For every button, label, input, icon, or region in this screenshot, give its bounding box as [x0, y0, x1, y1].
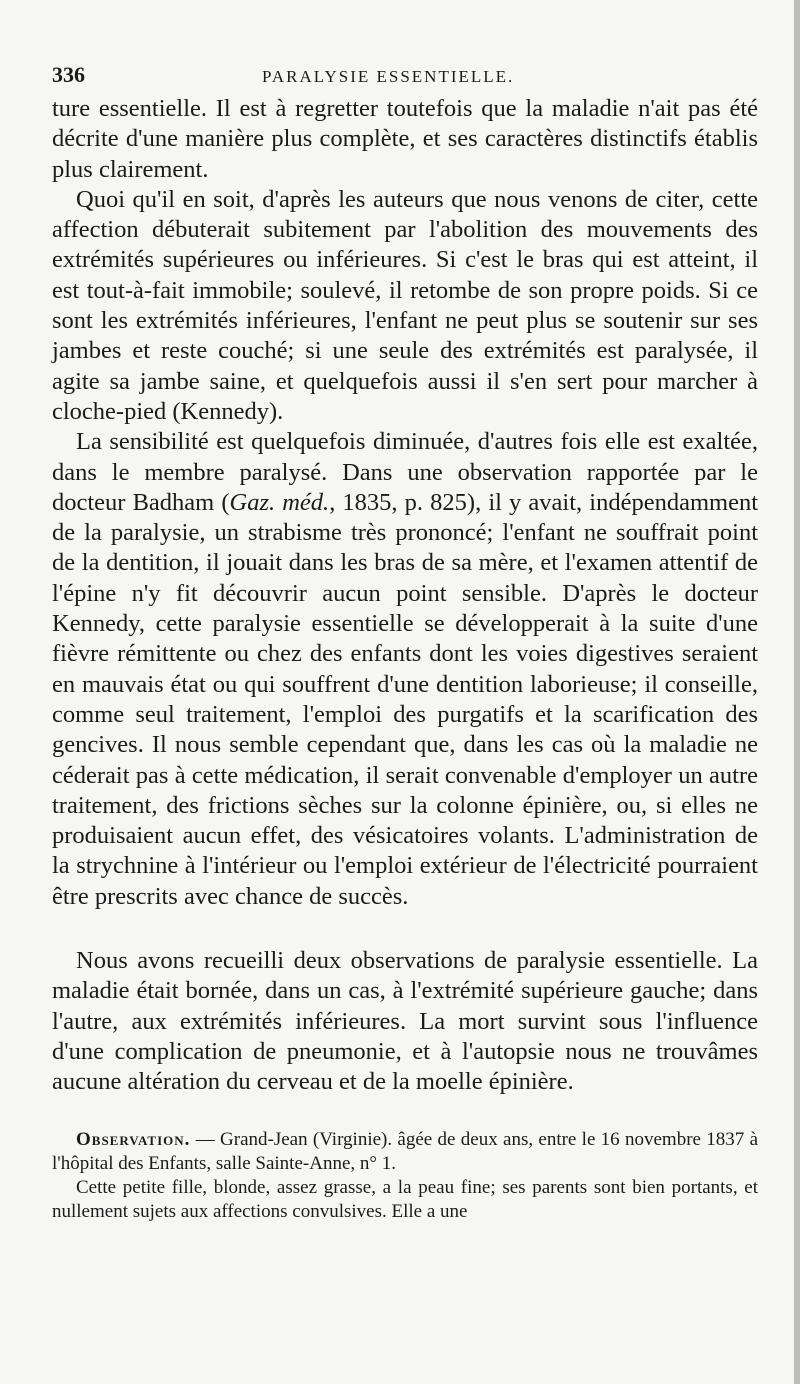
paragraph-own-observations: Nous avons recueilli deux observations de paralysie essentielle. La maladie était bornée, dans un cas, à l'extrémité supérieure gauche; dans l'autre, aux extrémités inférieures. La mort survint sous l'influence d'une complication de pneumonie, et à l'autopsie nous ne trouvâmes aucune altération du cerveau et de la moelle épinière.	[52, 947, 758, 1096]
paragraph-authors-description: Quoi qu'il en soit, d'après les auteurs que nous venons de citer, cette affection débuterait subitement par l'abolition des mouvements des extrémités supérieures ou inférieures. Si c'est le bras qui est atteint, il est tout-à-fait immobile; soulevé, il retombe de son propre poids. Si ce sont les extrémités inférieures, l'enfant ne peut plus se soutenir sur ses jambes et reste couché; si une seule des extrémités est paralysée, il agite sa jambe saine, et quelquefois aussi il s'en sert pour marcher à cloche-pied (Kennedy).	[52, 185, 758, 425]
body-text	[52, 94, 758, 1098]
running-title: PARALYSIE ESSENTIELLE.	[262, 67, 515, 86]
paragraph-continuation: ture essentielle. Il est à regretter toutefois que la maladie n'ait pas été décrite d'une manière plus complète, et ses caractères distinctifs établis plus clairement.	[52, 95, 758, 183]
journal-citation: Gaz. méd.	[229, 488, 330, 516]
paragraph-sensibility	[52, 427, 758, 912]
observation-header	[52, 1128, 758, 1176]
observation-block	[52, 1128, 758, 1224]
page-number: 336	[52, 62, 85, 87]
observation-patient-info: — Grand-Jean (Virginie). âgée de deux ans, entre le 16 novembre 1837 à l'hôpital des Enfants, salle Sainte-Anne, n° 1.	[52, 1128, 758, 1174]
paragraph-sensibility-part1: La sensibilité est quelquefois diminuée, d'autres fois elle est exaltée, dans le membre paralysé. Dans une observation rapportée par le docteur Badham (	[52, 428, 758, 516]
scan-edge-shadow	[794, 0, 800, 1384]
observation-label: Observation.	[76, 1128, 191, 1150]
observation-description: Cette petite fille, blonde, assez grasse, a la peau fine; ses parents sont bien portants, et nullement sujets aux affections convulsives. Elle a une	[52, 1176, 758, 1222]
paragraph-sensibility-part2: , 1835, p. 825), il y avait, indépendamment de la paralysie, un strabisme très prononcé; l'enfant ne souffrait point de la dentition, il jouait dans les bras de sa mère, et l'examen attentif de l'épine n'y fit découvrir aucun point sensible. D'après le docteur Kennedy, cette paralysie essentielle se développerait à la suite d'une fièvre rémittente ou chez des enfants dont les voies digestives seraient en mauvais état ou qui souffrent d'une dentition laborieuse; il conseille, comme seul traitement, l'emploi des purgatifs et la scarification des gencives. Il nous semble cependant que, dans les cas où la maladie ne céderait pas à cette médication, il serait convenable d'employer un autre traitement, des frictions sèches sur la colonne épinière, ou, si elles ne produisaient aucun effet, des vésicatoires volants. L'administration de la strychnine à l'intérieur ou l'emploi extérieur de l'électricité pourraient être prescrits avec chance de succès.	[52, 488, 759, 910]
running-head	[52, 62, 758, 94]
